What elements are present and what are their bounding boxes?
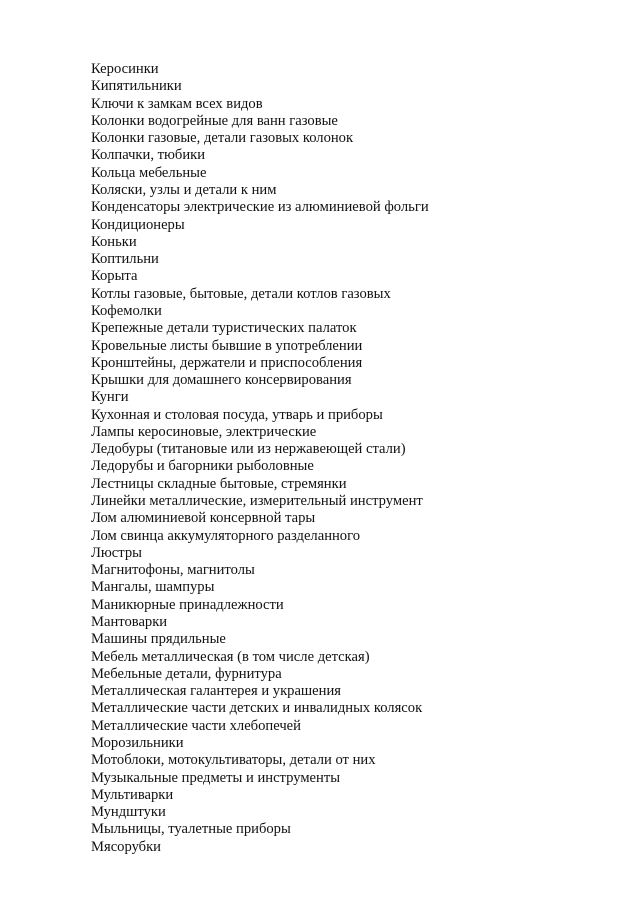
list-item: Кунги [91,389,129,406]
list-item: Лом свинца аккумуляторного разделанного [91,527,361,544]
list-item: Люстры [91,544,142,561]
list-item: Линейки металлические, измерительный инструмент [91,493,423,510]
list-item: Крепежные детали туристических палаток [91,320,357,337]
list-item: Мультиварки [91,786,174,803]
list-item: Лом алюминиевой консервной тары [91,510,316,527]
item-list [91,61,429,856]
list-item: Морозильники [91,734,184,751]
list-item: Мундштуки [91,804,166,821]
list-item: Коптильни [91,251,159,268]
list-item: Конденсаторы электрические из алюминиевой фольги [91,199,429,216]
list-item: Ледобуры (титановые или из нержавеющей стали) [91,441,406,458]
list-item: Металлическая галантерея и украшения [91,683,341,700]
list-item: Кровельные листы бывшие в употреблении [91,337,363,354]
list-item: Лестницы складные бытовые, стремянки [91,475,347,492]
list-item: Коляски, узлы и детали к ним [91,181,277,198]
list-item: Магнитофоны, магнитолы [91,562,255,579]
list-item: Металлические части хлебопечей [91,717,301,734]
list-item: Машины прядильные [91,631,226,648]
list-item: Котлы газовые, бытовые, детали котлов газовых [91,285,391,302]
list-item: Мантоварки [91,614,168,630]
list-item: Колпачки, тюбики [91,147,206,164]
list-item: Мотоблоки, мотокультиваторы, детали от них [91,752,376,769]
list-item: Кольца мебельные [91,164,207,181]
list-item: Музыкальные предметы и инструменты [91,769,341,786]
list-item: Мебель металлическая (в том числе детская) [91,648,370,665]
list-item: Маникюрные принадлежности [91,596,284,613]
list-item: Мебельные детали, фурнитура [91,665,282,682]
list-item: Мыльницы, туалетные приборы [91,821,291,838]
list-item: Кухонная и столовая посуда, утварь и приборы [91,406,383,423]
list-item: Колонки водогрейные для ванн газовые [91,112,338,129]
list-item: Мангалы, шампуры [91,579,215,596]
list-item: Кондиционеры [91,216,185,233]
list-item: Коньки [91,233,137,250]
list-item: Колонки газовые, детали газовых колонок [91,130,354,147]
list-item: Кипятильники [91,78,182,95]
list-item: Лампы керосиновые, электрические [91,423,317,440]
list-item: Ключи к замкам всех видов [91,95,263,112]
list-item: Керосинки [91,61,159,77]
list-item: Мясорубки [91,838,161,855]
list-item: Металлические части детских и инвалидных колясок [91,700,423,717]
list-item: Корыта [91,268,138,285]
list-item: Крышки для домашнего консервирования [91,372,352,389]
list-item: Ледорубы и багорники рыболовные [91,458,314,475]
list-item: Кофемолки [91,302,162,319]
list-item: Кронштейны, держатели и приспособления [91,354,363,371]
